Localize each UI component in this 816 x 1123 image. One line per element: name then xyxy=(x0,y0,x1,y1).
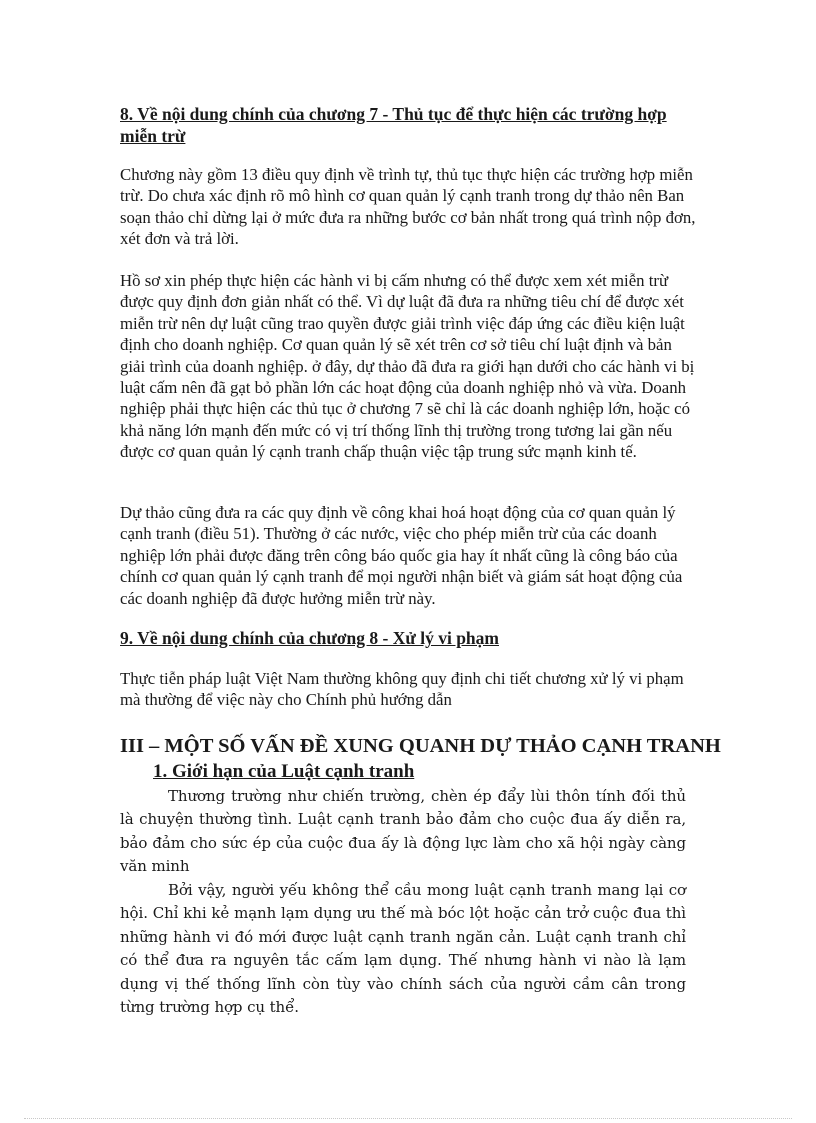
section-8-paragraph-3: Dự thảo cũng đưa ra các quy định về công khai hoá hoạt động của cơ quan quản lý cạnh tranh (điều 51). Thường ở các nước, việc cho phép miễn trừ của các doanh nghiệp lớn phải được đăng trên công báo quốc gia hay ít nhất cũng là công báo của chính cơ quan quản lý cạnh tranh để mọi người nhận biết và giám sát hoạt động của các doanh nghiệp đã được hưởng miễn trừ này. xyxy=(120,503,683,608)
part-3-paragraph-2-text: Bởi vậy, người yếu không thể cầu mong luật cạnh tranh mang lại cơ hội. Chỉ khi kẻ mạnh lạm dụng ưu thế mà bóc lột hoặc cản trở cuộc đua thì những hành vi đó mới được luật cạnh tranh ngăn cản. Luật cạnh tranh chỉ có thể đưa ra nguyên tắc cấm lạm dụng. Thế nhưng hành vi nào là lạm dụng vị thế thống lĩnh còn tùy vào chính sách của người cầm cân trong từng trường hợp cụ thể. xyxy=(120,881,686,1017)
part-3-paragraph-1 xyxy=(120,785,686,879)
part-3-paragraph-1-text: Thương trường như chiến trường, chèn ép đẩy lùi thôn tính đối thủ là chuyện thường tình. Luật cạnh tranh bảo đảm cho cuộc đua ấy diễn ra, bảo đảm cho sức ép của cuộc đua ấy là động lực làm cho xã hội ngày càng văn minh xyxy=(120,787,686,876)
page-bottom-divider xyxy=(24,1118,792,1119)
section-9-heading: 9. Về nội dung chính của chương 8 - Xử lý vi phạm xyxy=(120,628,499,648)
section-8-paragraph-2: Hồ sơ xin phép thực hiện các hành vi bị cấm nhưng có thể được xem xét miễn trừ được quy định đơn giản nhất có thể. Vì dự luật đã đưa ra những tiêu chí để được xét miễn trừ nên dự luật cũng trao quyền được giải trình việc đáp ứng các điều kiện luật định cho doanh nghiệp. Cơ quan quản lý sẽ xét trên cơ sở tiêu chí luật định và bản giải trình của doanh nghiệp. ở đây, dự thảo đã đưa ra giới hạn dưới cho các hành vi bị luật cấm nên đã gạt bỏ phần lớn các hoạt động của doanh nghiệp nhỏ và vừa. Doanh nghiệp phải thực hiện các thủ tục ở chương 7 sẽ chỉ là các doanh nghiệp lớn, hoặc có khả năng lớn mạnh đến mức có vị trí thống lĩnh thị trường trong tương lai gần nếu được cơ quan quản lý cạnh tranh chấp thuận việc tập trung sức mạnh kinh tế. xyxy=(120,271,695,462)
section-8-heading: 8. Về nội dung chính của chương 7 - Thủ tục để thực hiện các trường hợp miễn trừ xyxy=(120,104,667,146)
part-3-subheading: 1. Giới hạn của Luật cạnh tranh xyxy=(153,761,415,782)
section-9-paragraph: Thực tiễn pháp luật Việt Nam thường không quy định chi tiết chương xử lý vi phạm mà thường để việc này cho Chính phủ hướng dẫn xyxy=(120,669,684,710)
part-3-paragraph-2 xyxy=(120,879,686,1019)
part-3-heading: III – MỘT SỐ VẤN ĐỀ XUNG QUANH DỰ THẢO CẠNH TRANH xyxy=(120,735,721,757)
section-8-paragraph-1: Chương này gồm 13 điều quy định về trình tự, thủ tục thực hiện các trường hợp miễn trừ. Do chưa xác định rõ mô hình cơ quan quản lý cạnh tranh trong dự thảo nên Ban soạn thảo chỉ dừng lại ở mức đưa ra những bước cơ bản nhất trong quá trình nộp đơn, xét đơn và trả lời. xyxy=(120,165,696,249)
